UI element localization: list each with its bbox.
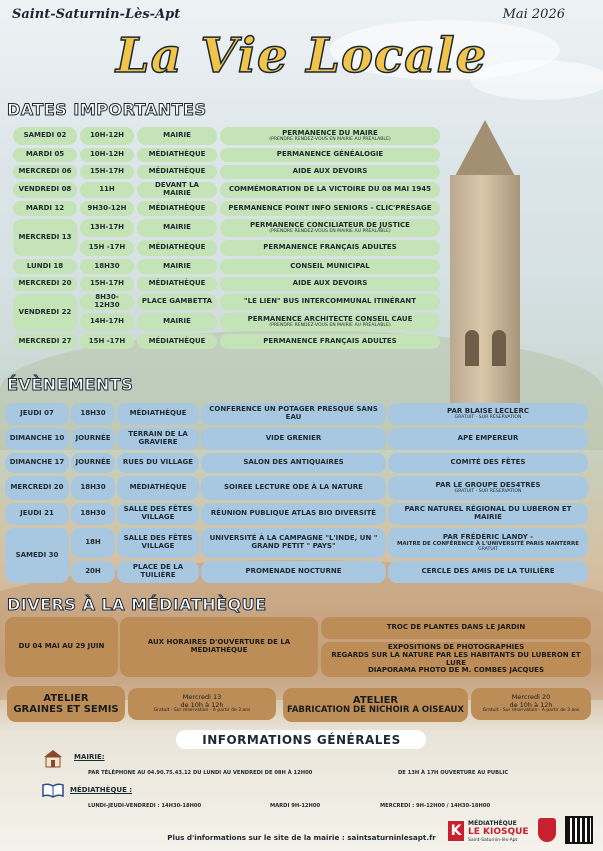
page-title: La Vie Locale	[115, 28, 488, 84]
event-time: 20H	[71, 561, 115, 583]
event-org: COMITÉ DES FÊTES	[388, 453, 588, 473]
mediatheque-hours-1: LUNDI-JEUDI-VENDREDI : 14H30-18H00	[88, 803, 202, 809]
bell-tower	[450, 175, 520, 405]
town-name: Saint-Saturnin-Lès-Apt	[12, 7, 181, 22]
event-note: GRATUIT - SUR RÉSERVATION	[454, 489, 522, 495]
date-time: 15H -17H	[80, 240, 134, 256]
atelier-time: de 10h à 12h	[180, 700, 224, 709]
date-day: MERCREDI 13	[13, 219, 77, 256]
qr-code-icon[interactable]	[567, 818, 591, 842]
event-desc: CONFERENCE UN POTAGER PRESQUE SANS EAU	[201, 403, 386, 425]
event-day: DIMANCHE 10	[5, 428, 69, 450]
event-time: JOURNÉE	[71, 453, 115, 473]
atelier-title: ATELIER	[352, 694, 399, 706]
bell-tower-spire	[453, 120, 517, 180]
event-desc: SOIREE LECTURE ODE À LA NATURE	[201, 476, 386, 500]
atelier-nichoir-schedule	[471, 688, 591, 720]
footer-website: Plus d'informations sur le site de la mairie : saintsaturninlesapt.fr	[167, 833, 436, 842]
coat-of-arms-icon	[538, 818, 556, 842]
atelier-subtitle: FABRICATION DE NICHOIR A OISEAUX	[287, 704, 464, 715]
date-desc: PERMANENCE POINT INFO SENIORS - CLIC'PRÉSAGE	[220, 201, 440, 216]
date-desc-text: PERMANENCE ARCHITECTE CONSEIL CAUE	[247, 314, 413, 323]
date-day: VENDREDI 22	[13, 294, 77, 331]
date-desc: COMMÉMORATION DE LA VICTOIRE DU 08 MAI 1945	[220, 182, 440, 198]
atelier-title: ATELIER	[43, 693, 89, 704]
date-place: DEVANT LA MAIRIE	[137, 182, 217, 198]
date-place: MÉDIATHÈQUE	[137, 148, 217, 162]
event-place: RUES DU VILLAGE	[117, 453, 199, 473]
event-org: CERCLE DES AMIS DE LA TUILIÈRE	[388, 561, 588, 583]
date-time: 11H	[80, 182, 134, 198]
event-org-text: PAR LE GROUPE DES4TRES	[435, 480, 541, 489]
date-place: MÉDIATHÈQUE	[137, 201, 217, 216]
date-time: 10H-12H	[80, 127, 134, 145]
event-desc: UNIVERSITÉ À LA CAMPAGNE "L'INDE, UN " GRAND PETIT " PAYS"	[201, 528, 386, 558]
date-note: (PRENDRE RENDEZ-VOUS EN MAIRIE AU PRÉALABLE)	[269, 229, 391, 235]
date-desc	[220, 219, 440, 237]
event-org	[388, 403, 588, 425]
expo-line: REGARDS SUR LA NATURE PAR LES HABITANTS DU LUBERON ET LURE	[331, 650, 581, 667]
date-desc-text: PERMANENCE CONCILIATEUR DE JUSTICE	[250, 220, 410, 229]
date-place: MÉDIATHÈQUE	[137, 277, 217, 291]
date-day: MERCREDI 27	[13, 334, 77, 349]
mairie-label: MAIRIE:	[74, 753, 105, 761]
event-day: MERCREDI 20	[5, 476, 69, 500]
date-desc: AIDE AUX DEVOIRS	[220, 277, 440, 291]
event-org-detail: MAITRE DE CONFÉRENCE À L'UNIVERSITÉ PARIS NANTERRE	[396, 541, 580, 548]
event-desc: RÉUNION PUBLIQUE ATLAS BIO DIVERSITÉ	[201, 503, 386, 525]
date-place: MAIRIE	[137, 127, 217, 145]
open-book-icon	[42, 782, 64, 798]
town-hall-icon	[43, 749, 63, 769]
date-day: MARDI 12	[13, 201, 77, 216]
logo-bottom-text: Saint-Saturnin-lès-Apt	[468, 838, 518, 843]
event-place: MÉDIATHÈQUE	[117, 403, 199, 425]
mediatheque-hours-2: MARDI 9H-12H00	[270, 803, 321, 809]
date-time: 15H -17H	[80, 334, 134, 349]
date-day: MARDI 05	[13, 148, 77, 162]
k-logo-icon: K	[448, 821, 464, 841]
date-place: MAIRIE	[137, 219, 217, 237]
date-desc-text: PERMANENCE DU MAIRE	[282, 128, 378, 137]
event-desc: SALON DES ANTIQUAIRES	[201, 453, 386, 473]
section-title-dates: DATES IMPORTANTES	[7, 100, 207, 119]
date-desc: PERMANENCE FRANÇAIS ADULTES	[220, 334, 440, 349]
date-note: (PRENDRE RENDEZ-VOUS EN MAIRIE AU PRÉALABLE)	[269, 137, 391, 143]
section-title-info: INFORMATIONS GÉNÉRALES	[202, 733, 401, 747]
tower-window	[465, 330, 479, 366]
event-org	[388, 528, 588, 558]
atelier-nichoir	[283, 688, 468, 722]
atelier-note: Gratuit - Sur réservation - A partir de 3 ans	[153, 707, 251, 713]
date-day: MERCREDI 20	[13, 277, 77, 291]
date-time: 15H-17H	[80, 165, 134, 179]
atelier-graines	[7, 686, 125, 722]
date-time: 18H30	[80, 259, 134, 274]
event-org-text: PAR BLAISE LECLERC	[447, 406, 529, 415]
date-time: 14H-17H	[80, 313, 134, 331]
divers-period: DU 04 MAI AU 29 JUIN	[5, 617, 118, 677]
atelier-graines-schedule	[128, 688, 276, 720]
section-title-events: ÉVÈNEMENTS	[7, 375, 134, 394]
atelier-note: Gratuit - Sur réservation - A partir de 3 ans	[482, 707, 580, 713]
date-day: VENDREDI 08	[13, 182, 77, 198]
event-time: 18H30	[71, 503, 115, 525]
atelier-date: Mercredi 13	[182, 693, 222, 702]
mediatheque-label: MÉDIATHÈQUE :	[70, 786, 133, 794]
date-time: 8H30-12H30	[80, 294, 134, 310]
event-note: GRATUIT	[478, 547, 498, 553]
divers-item-troc: TROC DE PLANTES DANS LE JARDIN	[321, 617, 591, 639]
tower-window	[492, 330, 506, 366]
section-title-divers: DIVERS À LA MÉDIATHÈQUE	[7, 595, 267, 614]
date-time: 10H-12H	[80, 148, 134, 162]
date-desc	[220, 127, 440, 145]
date-place: MAIRIE	[137, 313, 217, 331]
date-desc: CONSEIL MUNICIPAL	[220, 259, 440, 274]
date-time: 13H-17H	[80, 219, 134, 237]
event-time: 18H	[71, 528, 115, 558]
date-place: MÉDIATHÈQUE	[137, 334, 217, 349]
logo-top-text: MÉDIATHÈQUE	[468, 820, 517, 827]
divers-hours: AUX HORAIRES D'OUVERTURE DE LA MÉDIATHÈQUE	[120, 617, 318, 677]
divers-item-expo	[321, 642, 591, 677]
date-place: MAIRIE	[137, 259, 217, 274]
logo-main-text: LE KIOSQUE	[468, 827, 529, 837]
date-desc: AIDE AUX DEVOIRS	[220, 165, 440, 179]
event-time: 18H30	[71, 403, 115, 425]
date-desc: PERMANENCE GÉNÉALOGIE	[220, 148, 440, 162]
mairie-public-hours: DE 13H À 17H OUVERTURE AU PUBLIC	[398, 770, 509, 776]
date-day: SAMEDI 02	[13, 127, 77, 145]
event-day: JEUDI 21	[5, 503, 69, 525]
event-place: PLACE DE LA TUILIÈRE	[117, 561, 199, 583]
event-org: PARC NATUREL RÉGIONAL DU LUBERON ET MAIRIE	[388, 503, 588, 525]
event-note: GRATUIT - SUR RÉSERVATION	[454, 415, 522, 421]
date-place: MÉDIATHÈQUE	[137, 240, 217, 256]
event-place: SALLE DES FÊTES VILLAGE	[117, 503, 199, 525]
mairie-phone: PAR TÉLÉPHONE AU 04.90.75.43.12 DU LUNDI AU VENDREDI DE 08H À 12H00	[88, 770, 313, 776]
event-day: SAMEDI 30	[5, 528, 69, 583]
mediatheque-hours-3: MERCREDI : 9H-12H00 / 14H30-18H00	[380, 803, 491, 809]
event-place: MÉDIATHÈQUE	[117, 476, 199, 500]
date-desc	[220, 313, 440, 331]
event-desc: PROMENADE NOCTURNE	[201, 561, 386, 583]
date-time: 9H30-12H	[80, 201, 134, 216]
event-org: APE EMPEREUR	[388, 428, 588, 450]
event-org-text: PAR FRÉDÉRIC LANDY -	[442, 532, 534, 541]
atelier-time: de 10h à 12h	[509, 700, 553, 709]
event-time: JOURNÉE	[71, 428, 115, 450]
event-place: TERRAIN DE LA GRAVIERE	[117, 428, 199, 450]
atelier-subtitle: GRAINES ET SEMIS	[13, 704, 119, 715]
date-day: MERCREDI 06	[13, 165, 77, 179]
event-time: 18H30	[71, 476, 115, 500]
date-place: PLACE GAMBETTA	[137, 294, 217, 310]
date-place: MÉDIATHÈQUE	[137, 165, 217, 179]
date-time: 15H-17H	[80, 277, 134, 291]
event-org	[388, 476, 588, 500]
event-desc: VIDE GRENIER	[201, 428, 386, 450]
date-desc: "LE LIEN" BUS INTERCOMMUNAL ITINÉRANT	[220, 294, 440, 310]
date-note: (PRENDRE RENDEZ-VOUS EN MAIRIE AU PRÉALABLE)	[269, 323, 391, 329]
date-desc: PERMANENCE FRANÇAIS ADULTES	[220, 240, 440, 256]
event-day: JEUDI 07	[5, 403, 69, 425]
expo-line: EXPOSITIONS DE PHOTOGRAPHIES	[387, 643, 525, 652]
date-day: LUNDI 18	[13, 259, 77, 274]
le-kiosque-logo	[448, 819, 532, 847]
event-place: SALLE DES FÊTES VILLAGE	[117, 528, 199, 558]
atelier-date: Mercredi 20	[511, 693, 551, 702]
expo-line: DIAPORAMA PHOTO DE M. COMBES JACQUES	[367, 666, 544, 675]
event-day: DIMANCHE 17	[5, 453, 69, 473]
issue-month: Mai 2026	[502, 7, 565, 22]
